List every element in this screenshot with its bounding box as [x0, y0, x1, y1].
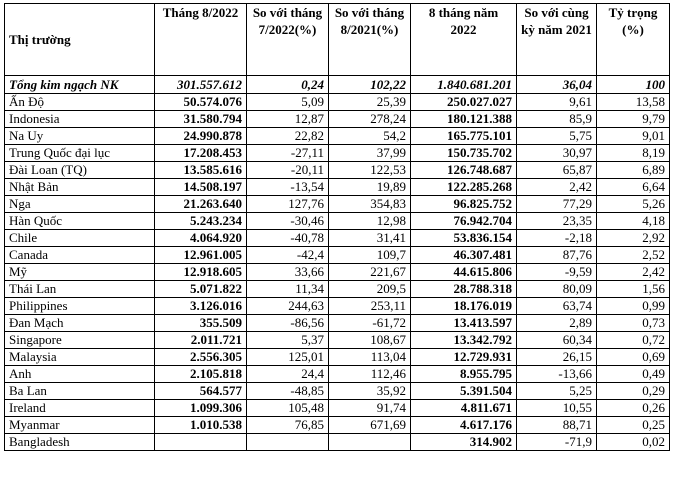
table-row — [5, 281, 670, 298]
vs-same-period-2021-value: -71,9 — [517, 434, 597, 451]
eight-months-2022-value: 150.735.702 — [411, 145, 517, 162]
vs-aug2021-value: 54,2 — [329, 128, 411, 145]
market-name: Hàn Quốc — [5, 213, 155, 230]
eight-months-2022-value: 180.121.388 — [411, 111, 517, 128]
vs-aug2021-value: 112,46 — [329, 366, 411, 383]
eight-months-2022-value: 4.811.671 — [411, 400, 517, 417]
header-vs-aug2021: So với tháng 8/2021(%) — [329, 4, 411, 76]
total-vs-same-period-2021: 36,04 — [517, 76, 597, 94]
aug2022-value — [155, 434, 247, 451]
vs-jul2022-value: 5,09 — [247, 94, 329, 111]
aug2022-value: 12.918.605 — [155, 264, 247, 281]
table-row — [5, 179, 670, 196]
header-vs-jul2022: So với tháng 7/2022(%) — [247, 4, 329, 76]
eight-months-2022-value: 44.615.806 — [411, 264, 517, 281]
vs-aug2021-value: -61,72 — [329, 315, 411, 332]
vs-same-period-2021-value: -13,66 — [517, 366, 597, 383]
vs-aug2021-value: 113,04 — [329, 349, 411, 366]
share-value: 0,02 — [597, 434, 670, 451]
table-row — [5, 213, 670, 230]
market-name: Ireland — [5, 400, 155, 417]
share-value: 0,73 — [597, 315, 670, 332]
vs-jul2022-value: 76,85 — [247, 417, 329, 434]
market-name: Chile — [5, 230, 155, 247]
market-name: Singapore — [5, 332, 155, 349]
table-row — [5, 111, 670, 128]
table-row — [5, 298, 670, 315]
header-aug2022: Tháng 8/2022 — [155, 4, 247, 76]
eight-months-2022-value: 13.342.792 — [411, 332, 517, 349]
total-eight-months-2022: 1.840.681.201 — [411, 76, 517, 94]
vs-same-period-2021-value: 5,25 — [517, 383, 597, 400]
vs-jul2022-value: 244,63 — [247, 298, 329, 315]
vs-aug2021-value: 91,74 — [329, 400, 411, 417]
vs-jul2022-value: -86,56 — [247, 315, 329, 332]
table-row — [5, 94, 670, 111]
vs-jul2022-value: 22,82 — [247, 128, 329, 145]
aug2022-value: 14.508.197 — [155, 179, 247, 196]
vs-same-period-2021-value: 65,87 — [517, 162, 597, 179]
table-row — [5, 128, 670, 145]
vs-jul2022-value: -27,11 — [247, 145, 329, 162]
vs-aug2021-value: 278,24 — [329, 111, 411, 128]
market-name: Malaysia — [5, 349, 155, 366]
table-row — [5, 383, 670, 400]
table-row — [5, 417, 670, 434]
import-by-market-table — [4, 3, 670, 451]
market-name: Mỹ — [5, 264, 155, 281]
header-eight-months-2022: 8 tháng năm 2022 — [411, 4, 517, 76]
table-row — [5, 196, 670, 213]
vs-jul2022-value: -20,11 — [247, 162, 329, 179]
vs-same-period-2021-value: 87,76 — [517, 247, 597, 264]
eight-months-2022-value: 126.748.687 — [411, 162, 517, 179]
aug2022-value: 50.574.076 — [155, 94, 247, 111]
share-value: 13,58 — [597, 94, 670, 111]
aug2022-value: 24.990.878 — [155, 128, 247, 145]
share-value: 9,01 — [597, 128, 670, 145]
vs-same-period-2021-value: 26,15 — [517, 349, 597, 366]
market-name: Myanmar — [5, 417, 155, 434]
vs-jul2022-value: 125,01 — [247, 349, 329, 366]
aug2022-value: 31.580.794 — [155, 111, 247, 128]
eight-months-2022-value: 18.176.019 — [411, 298, 517, 315]
vs-jul2022-value: 12,87 — [247, 111, 329, 128]
market-name: Ấn Độ — [5, 94, 155, 111]
header-vs-same-period-2021: So với cùng kỳ năm 2021 — [517, 4, 597, 76]
market-name: Ba Lan — [5, 383, 155, 400]
aug2022-value: 564.577 — [155, 383, 247, 400]
market-name: Philippines — [5, 298, 155, 315]
vs-same-period-2021-value: -9,59 — [517, 264, 597, 281]
vs-aug2021-value: 19,89 — [329, 179, 411, 196]
vs-jul2022-value: -40,78 — [247, 230, 329, 247]
vs-same-period-2021-value: 88,71 — [517, 417, 597, 434]
eight-months-2022-value: 250.027.027 — [411, 94, 517, 111]
aug2022-value: 21.263.640 — [155, 196, 247, 213]
table-row — [5, 332, 670, 349]
eight-months-2022-value: 53.836.154 — [411, 230, 517, 247]
eight-months-2022-value: 314.902 — [411, 434, 517, 451]
vs-aug2021-value: 31,41 — [329, 230, 411, 247]
vs-same-period-2021-value: 2,42 — [517, 179, 597, 196]
share-value: 0,29 — [597, 383, 670, 400]
vs-jul2022-value: -30,46 — [247, 213, 329, 230]
aug2022-value: 12.961.005 — [155, 247, 247, 264]
vs-jul2022-value: -42,4 — [247, 247, 329, 264]
market-name: Thái Lan — [5, 281, 155, 298]
vs-same-period-2021-value: 63,74 — [517, 298, 597, 315]
vs-jul2022-value: 11,34 — [247, 281, 329, 298]
share-value: 6,89 — [597, 162, 670, 179]
table-row — [5, 230, 670, 247]
aug2022-value: 3.126.016 — [155, 298, 247, 315]
total-aug2022: 301.557.612 — [155, 76, 247, 94]
eight-months-2022-value: 4.617.176 — [411, 417, 517, 434]
vs-aug2021-value: 253,11 — [329, 298, 411, 315]
eight-months-2022-value: 8.955.795 — [411, 366, 517, 383]
total-share: 100 — [597, 76, 670, 94]
eight-months-2022-value: 46.307.481 — [411, 247, 517, 264]
vs-aug2021-value: 25,39 — [329, 94, 411, 111]
vs-aug2021-value: 108,67 — [329, 332, 411, 349]
vs-aug2021-value — [329, 434, 411, 451]
aug2022-value: 1.010.538 — [155, 417, 247, 434]
market-name: Na Uy — [5, 128, 155, 145]
aug2022-value: 2.105.818 — [155, 366, 247, 383]
vs-jul2022-value: -13,54 — [247, 179, 329, 196]
vs-jul2022-value: -48,85 — [247, 383, 329, 400]
market-name: Đài Loan (TQ) — [5, 162, 155, 179]
aug2022-value: 13.585.616 — [155, 162, 247, 179]
table-row — [5, 366, 670, 383]
share-value: 0,49 — [597, 366, 670, 383]
vs-jul2022-value — [247, 434, 329, 451]
vs-aug2021-value: 109,7 — [329, 247, 411, 264]
market-name: Nhật Bản — [5, 179, 155, 196]
vs-same-period-2021-value: 85,9 — [517, 111, 597, 128]
vs-same-period-2021-value: 80,09 — [517, 281, 597, 298]
eight-months-2022-value: 122.285.268 — [411, 179, 517, 196]
vs-aug2021-value: 671,69 — [329, 417, 411, 434]
table-row — [5, 400, 670, 417]
share-value: 0,69 — [597, 349, 670, 366]
market-name: Indonesia — [5, 111, 155, 128]
vs-aug2021-value: 209,5 — [329, 281, 411, 298]
header-row — [5, 4, 670, 76]
vs-jul2022-value: 5,37 — [247, 332, 329, 349]
table-row — [5, 434, 670, 451]
share-value: 0,25 — [597, 417, 670, 434]
aug2022-value: 355.509 — [155, 315, 247, 332]
table-row — [5, 162, 670, 179]
eight-months-2022-value: 12.729.931 — [411, 349, 517, 366]
vs-jul2022-value: 127,76 — [247, 196, 329, 213]
eight-months-2022-value: 28.788.318 — [411, 281, 517, 298]
market-name: Đan Mạch — [5, 315, 155, 332]
market-name: Nga — [5, 196, 155, 213]
eight-months-2022-value: 96.825.752 — [411, 196, 517, 213]
table-row — [5, 264, 670, 281]
eight-months-2022-value: 76.942.704 — [411, 213, 517, 230]
total-row — [5, 76, 670, 94]
header-market: Thị trường — [5, 4, 155, 76]
eight-months-2022-value: 165.775.101 — [411, 128, 517, 145]
vs-aug2021-value: 221,67 — [329, 264, 411, 281]
table-row — [5, 247, 670, 264]
aug2022-value: 5.071.822 — [155, 281, 247, 298]
share-value: 0,99 — [597, 298, 670, 315]
vs-jul2022-value: 105,48 — [247, 400, 329, 417]
share-value: 0,26 — [597, 400, 670, 417]
eight-months-2022-value: 13.413.597 — [411, 315, 517, 332]
share-value: 2,42 — [597, 264, 670, 281]
aug2022-value: 1.099.306 — [155, 400, 247, 417]
share-value: 2,92 — [597, 230, 670, 247]
vs-same-period-2021-value: 23,35 — [517, 213, 597, 230]
total-label: Tổng kim ngạch NK — [5, 76, 155, 94]
share-value: 5,26 — [597, 196, 670, 213]
vs-aug2021-value: 354,83 — [329, 196, 411, 213]
vs-aug2021-value: 122,53 — [329, 162, 411, 179]
table-row — [5, 315, 670, 332]
vs-jul2022-value: 33,66 — [247, 264, 329, 281]
vs-aug2021-value: 37,99 — [329, 145, 411, 162]
share-value: 1,56 — [597, 281, 670, 298]
market-name: Canada — [5, 247, 155, 264]
vs-jul2022-value: 24,4 — [247, 366, 329, 383]
table-row — [5, 349, 670, 366]
share-value: 2,52 — [597, 247, 670, 264]
total-vs-jul2022: 0,24 — [247, 76, 329, 94]
aug2022-value: 17.208.453 — [155, 145, 247, 162]
market-name: Trung Quốc đại lục — [5, 145, 155, 162]
vs-same-period-2021-value: 5,75 — [517, 128, 597, 145]
vs-same-period-2021-value: 2,89 — [517, 315, 597, 332]
vs-same-period-2021-value: 10,55 — [517, 400, 597, 417]
table-row — [5, 145, 670, 162]
aug2022-value: 4.064.920 — [155, 230, 247, 247]
header-share: Tỷ trọng (%) — [597, 4, 670, 76]
vs-aug2021-value: 12,98 — [329, 213, 411, 230]
aug2022-value: 2.011.721 — [155, 332, 247, 349]
aug2022-value: 2.556.305 — [155, 349, 247, 366]
vs-same-period-2021-value: 60,34 — [517, 332, 597, 349]
vs-same-period-2021-value: 30,97 — [517, 145, 597, 162]
market-name: Bangladesh — [5, 434, 155, 451]
market-name: Anh — [5, 366, 155, 383]
share-value: 6,64 — [597, 179, 670, 196]
share-value: 9,79 — [597, 111, 670, 128]
eight-months-2022-value: 5.391.504 — [411, 383, 517, 400]
vs-same-period-2021-value: 9,61 — [517, 94, 597, 111]
vs-aug2021-value: 35,92 — [329, 383, 411, 400]
aug2022-value: 5.243.234 — [155, 213, 247, 230]
share-value: 8,19 — [597, 145, 670, 162]
share-value: 0,72 — [597, 332, 670, 349]
vs-same-period-2021-value: 77,29 — [517, 196, 597, 213]
vs-same-period-2021-value: -2,18 — [517, 230, 597, 247]
total-vs-aug2021: 102,22 — [329, 76, 411, 94]
share-value: 4,18 — [597, 213, 670, 230]
